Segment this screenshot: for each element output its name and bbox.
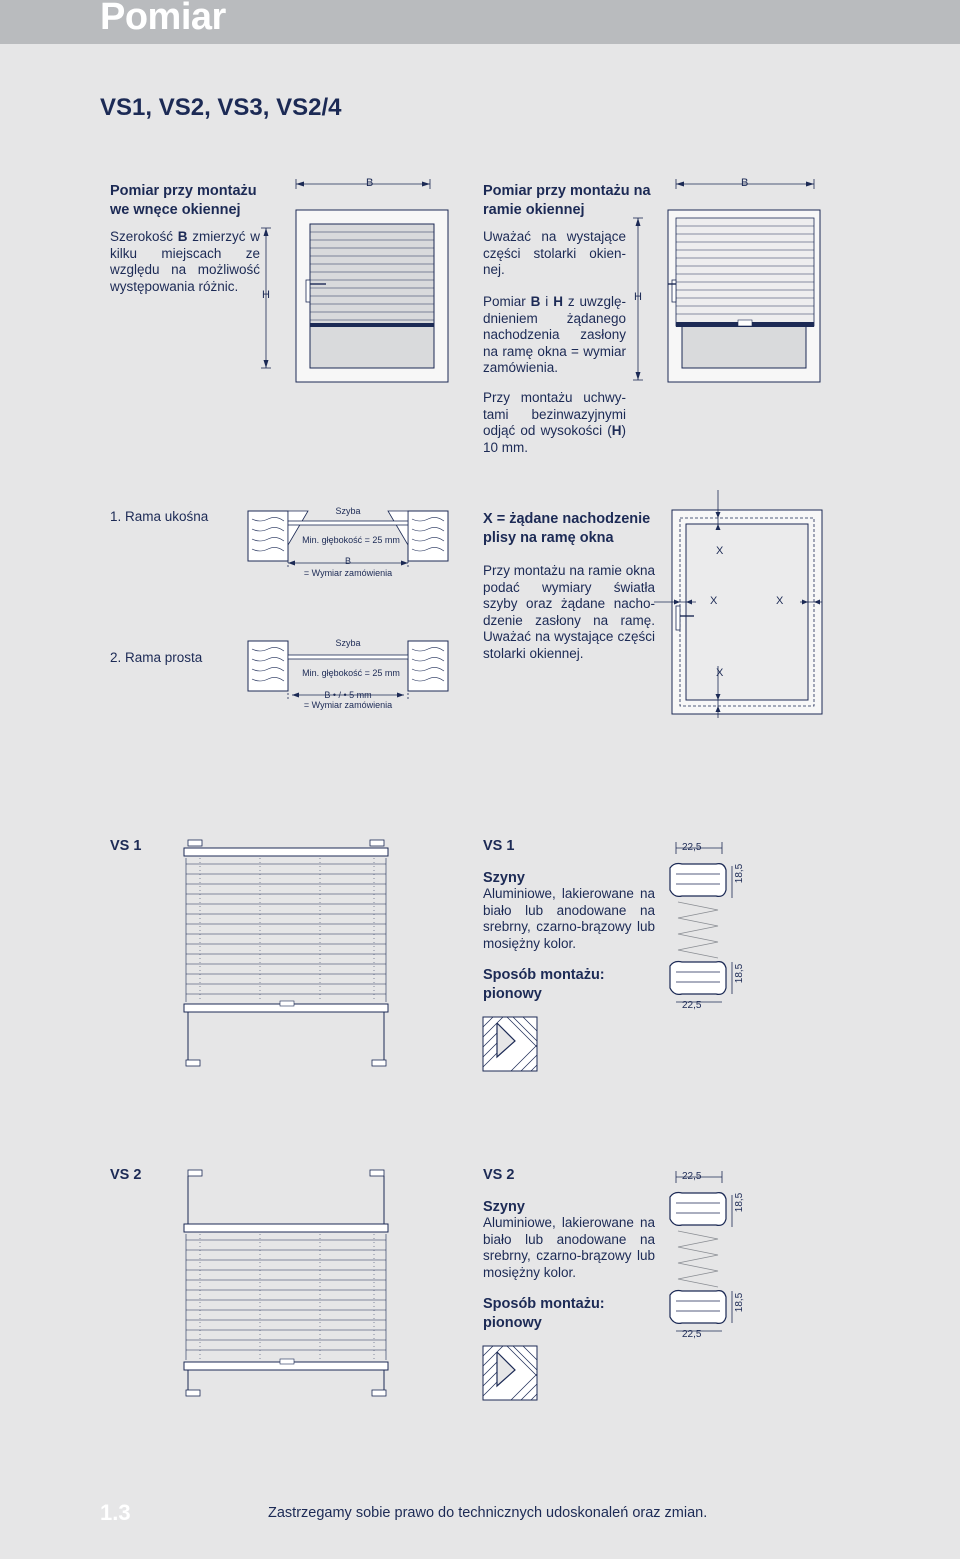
frame-title: Pomiar przy montażu na ramie okiennej	[483, 183, 651, 218]
vs1-spec-label: VS 1	[483, 838, 515, 854]
overlap-x-top: X	[716, 545, 724, 557]
frame-text-3: Przy montażu uchwy- tami bezinwazyjnymi odjąć od wysokości (H) 10 mm.	[483, 390, 626, 455]
frame-dim-b: B	[741, 177, 749, 189]
page-number: 1.3	[100, 1500, 131, 1525]
vs1-rails-text: Aluminiowe, lakierowane na biało lub anodowane na srebrny, czarno-brązowy lub mosiężny kolor.	[483, 886, 655, 951]
vs2-dim-bot-w: 22,5	[682, 1329, 702, 1340]
frame-window-diagram	[632, 178, 832, 388]
recess-dim-h: H	[262, 289, 270, 301]
vs2-dim-bot-h: 18,5	[734, 1292, 746, 1313]
vs1-label: VS 1	[110, 838, 142, 854]
vs2-rails-text: Aluminiowe, lakierowane na biało lub anodowane na srebrny, czarno-brązowy lub mosiężny kolor.	[483, 1215, 655, 1280]
label-slanted-frame: 1. Rama ukośna	[110, 509, 209, 524]
order-size-label-2: = Wymiar zamówienia	[303, 700, 393, 710]
overlap-x-right: X	[776, 595, 784, 607]
vs2-mount-icon	[483, 1346, 537, 1400]
vs2-dim-top-w: 22,5	[682, 1171, 702, 1182]
page-title: Pomiar	[100, 0, 226, 38]
vs1-rails-title: Szyny	[483, 870, 525, 886]
vs2-mount-title: Sposób montażu: pionowy	[483, 1296, 605, 1331]
vs2-spec-label: VS 2	[483, 1167, 515, 1183]
vs2-label: VS 2	[110, 1167, 142, 1183]
vs1-mount-title: Sposób montażu: pionowy	[483, 967, 605, 1002]
overlap-x-bottom: X	[716, 667, 724, 679]
vs1-dim-bot-w: 22,5	[682, 1000, 702, 1011]
frame-text-2: Pomiar B i H z uwzglę- dnieniem żądanego nachodzenia zasłony na ramę okna = wymiar zamówienia.	[483, 294, 626, 375]
glass-label-1: Szyba	[335, 506, 361, 516]
dim-b-label-1: B	[344, 556, 351, 566]
vs1-dim-bot-h: 18,5	[734, 963, 746, 984]
glass-label-2: Szyba	[335, 638, 361, 648]
vs1-dim-top-w: 22,5	[682, 842, 702, 853]
recess-title: Pomiar przy montażu we wnęce okiennej	[110, 183, 257, 218]
vs2-dim-top-h: 18,5	[734, 1192, 746, 1213]
label-straight-frame: 2. Rama prosta	[110, 650, 203, 665]
vs2-rails-title: Szyny	[483, 1199, 525, 1215]
depth-label-2: Min. głębokość = 25 mm	[302, 668, 400, 678]
series-title: VS1, VS2, VS3, VS2/4	[100, 94, 342, 121]
overlap-title: X = żądane nachodzenie plisy na ramę okna	[483, 511, 651, 546]
vs1-blind-drawing	[184, 838, 394, 1070]
overlap-text: Przy montażu na ramie okna podać wymiary światła szyby oraz żądane nacho- dzenie zasłony na ramę. Uważać na wystające części stolarki okiennej.	[483, 563, 655, 661]
vs1-dim-top-h: 18,5	[734, 863, 746, 884]
frame-text-1: Uważać na wystające części stolarki okien- nej.	[483, 229, 626, 277]
recess-window-diagram	[260, 178, 460, 388]
frame-dim-h: H	[634, 291, 642, 303]
order-size-label-1: = Wymiar zamówienia	[303, 568, 393, 578]
dim-b-label-2: B • / • 5 mm	[324, 690, 372, 700]
vs2-blind-drawing	[184, 1168, 394, 1400]
depth-label-1: Min. głębokość = 25 mm	[302, 535, 400, 545]
footer-note: Zastrzegamy sobie prawo do technicznych udoskonaleń oraz zmian.	[268, 1505, 708, 1521]
recess-dim-b: B	[366, 177, 374, 189]
recess-text: Szerokość B zmierzyć w kilku miejscach ze względu na możliwość występowania różnic.	[110, 229, 260, 294]
vs1-mount-icon	[483, 1017, 537, 1071]
overlap-x-left: X	[710, 595, 718, 607]
overlap-window-diagram	[672, 490, 832, 720]
